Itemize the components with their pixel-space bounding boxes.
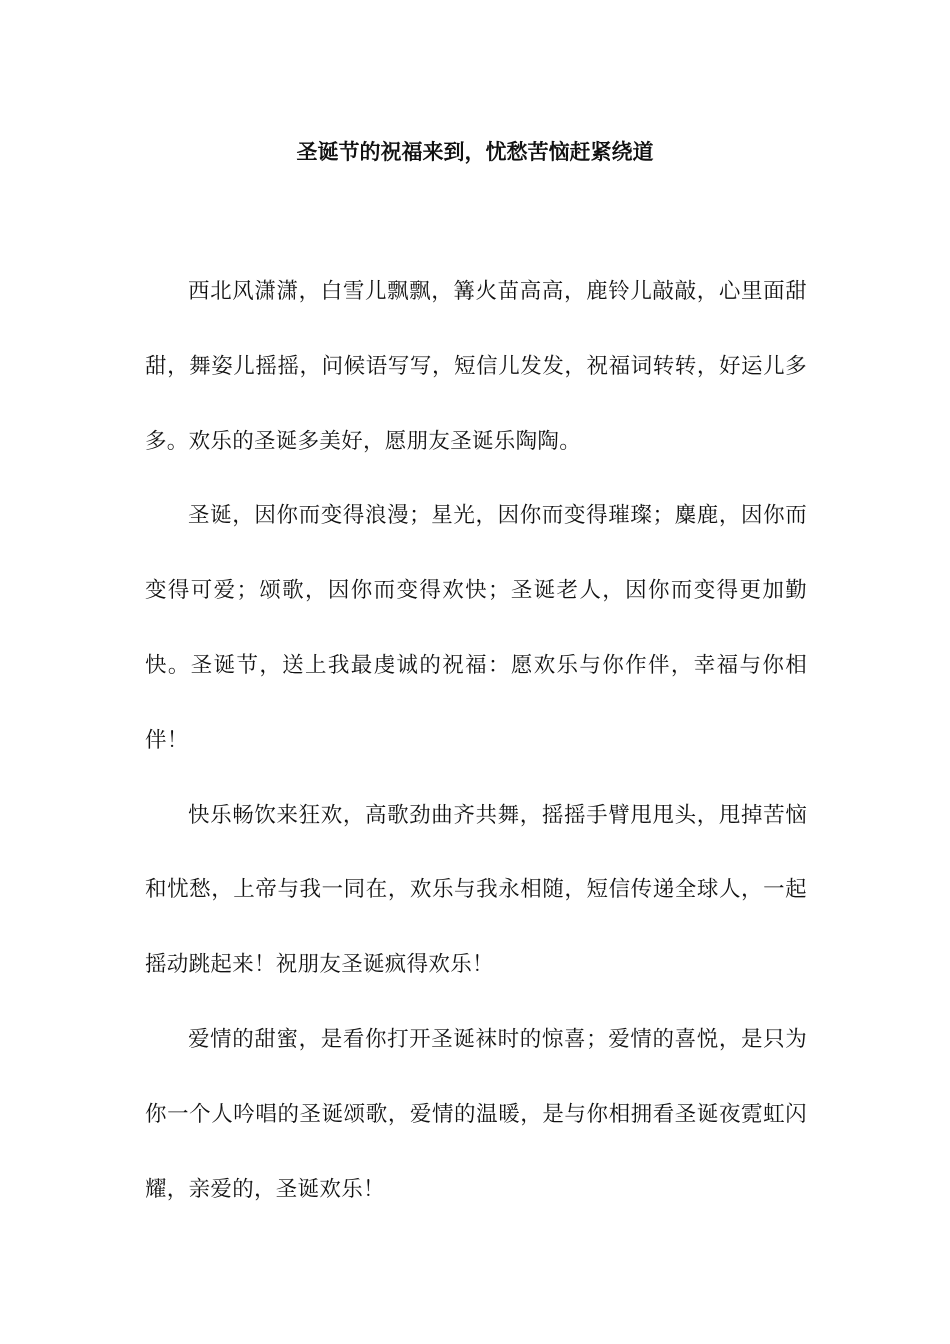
paragraph-2: 圣诞，因你而变得浪漫；星光，因你而变得璀璨；麋鹿，因你而变得可爱；颂歌，因你而变得欢快；圣诞老人，因你而变得更加勤快。圣诞节，送上我最虔诚的祝福：愿欢乐与你作伴，幸福与你相伴！ <box>145 503 807 753</box>
paragraph-1: 西北风潇潇，白雪儿飘飘，篝火苗高高，鹿铃儿敲敲，心里面甜甜，舞姿儿摇摇，问候语写写，短信儿发发，祝福词转转，好运儿多多。欢乐的圣诞多美好，愿朋友圣诞乐陶陶。 <box>145 279 807 454</box>
paragraph-3: 快乐畅饮来狂欢，高歌劲曲齐共舞，摇摇手臂甩甩头，甩掉苦恼和忧愁，上帝与我一同在，欢乐与我永相随，短信传递全球人，一起摇动跳起来！祝朋友圣诞疯得欢乐！ <box>145 802 807 978</box>
document-body <box>145 255 807 1227</box>
document-title: 圣诞节的祝福来到，忧愁苦恼赶紧绕道 <box>296 140 654 164</box>
paragraph-4: 爱情的甜蜜，是看你打开圣诞袜时的惊喜；爱情的喜悦，是只为你一个人吟唱的圣诞颂歌，爱情的温暖，是与你相拥看圣诞夜霓虹闪耀，亲爱的，圣诞欢乐！ <box>145 1026 807 1202</box>
